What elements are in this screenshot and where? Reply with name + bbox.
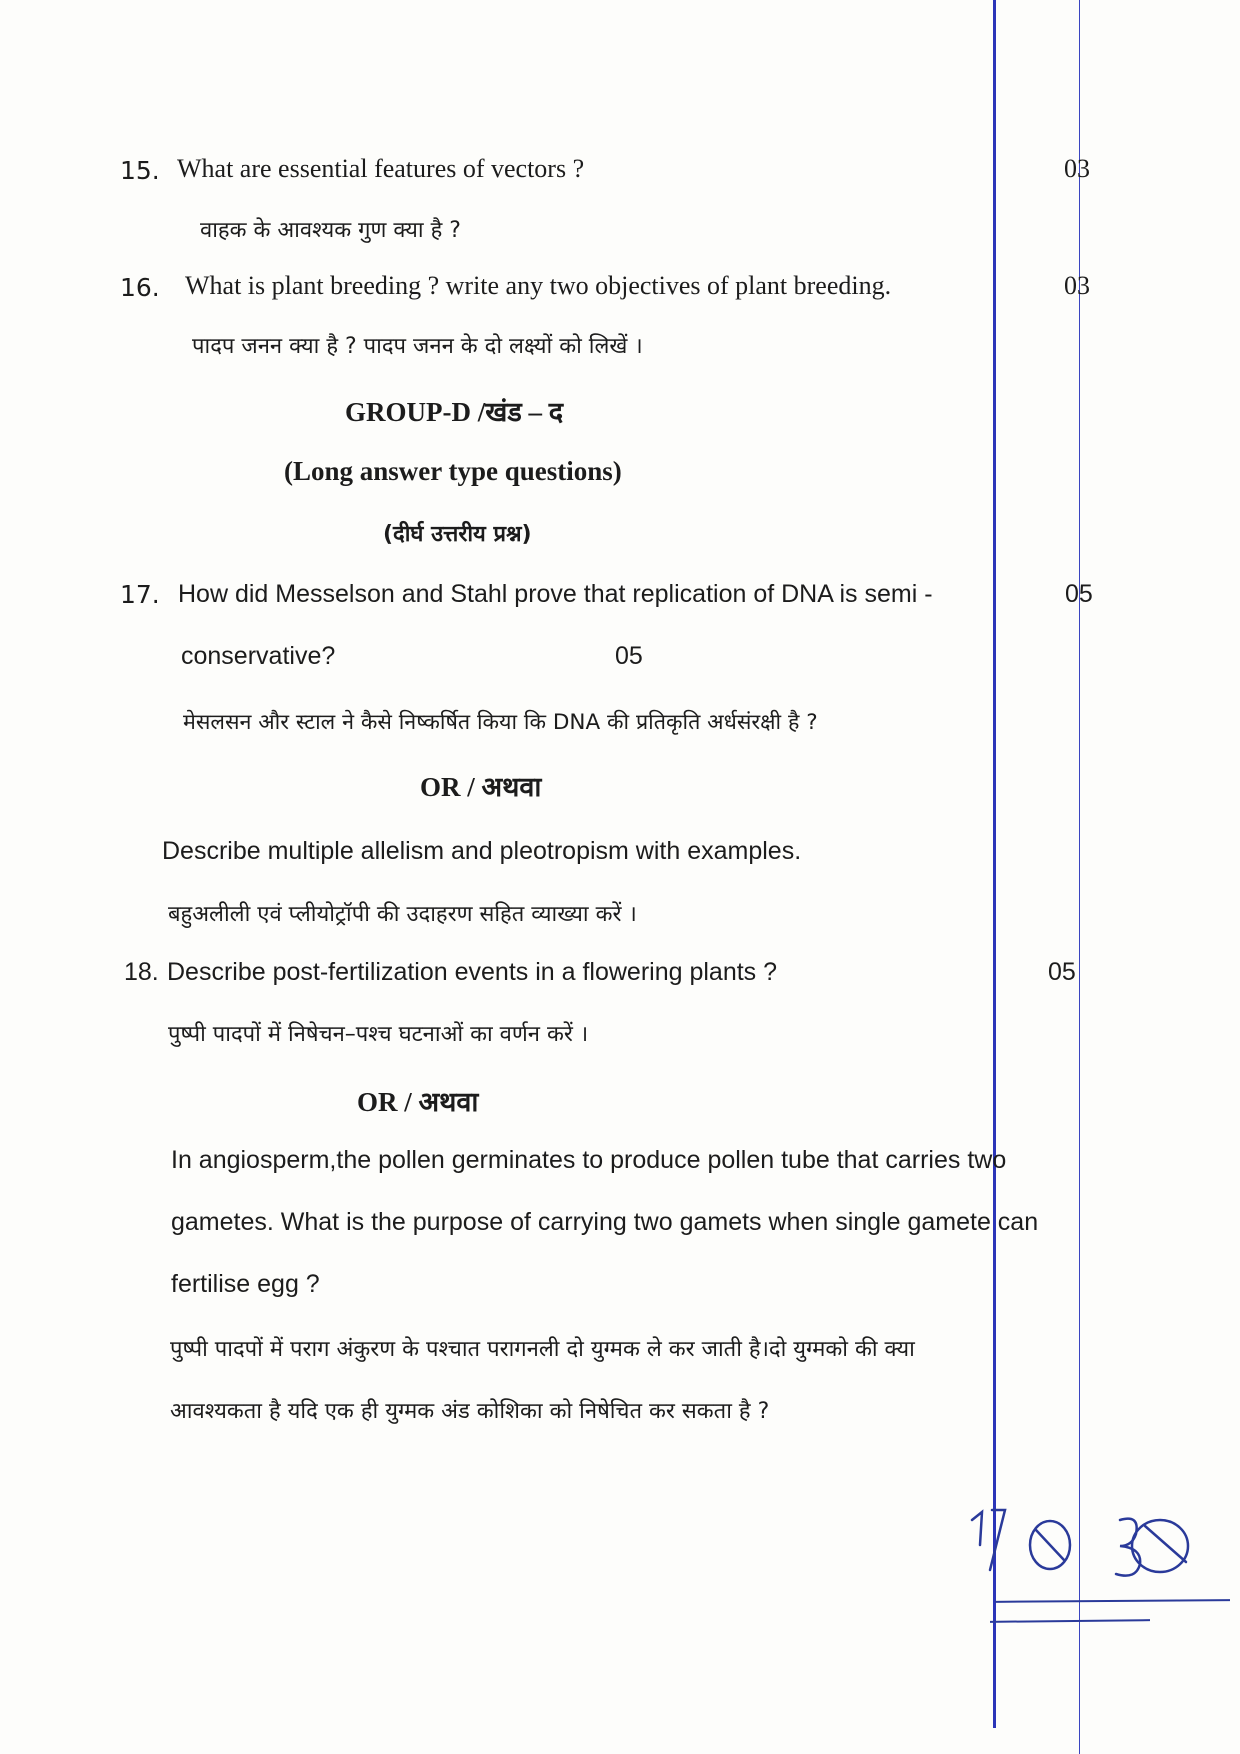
- inline-marks: 05: [615, 642, 643, 670]
- question-text-en: What is plant breeding ? write any two objectives of plant breeding.: [185, 271, 892, 300]
- alt-question-text-hi-line1: पुष्पी पादपों में पराग अंकुरण के पश्चात परागनली दो युग्मक ले कर जाती है।दो युग्मको की क्या: [170, 1337, 915, 1362]
- alt-question-text-hi: बहुअलीली एवं प्लीयोट्रॉपी की उदाहरण सहित व्याख्या करें ।: [168, 902, 637, 927]
- group-title: GROUP-D /खंड – द: [345, 397, 564, 427]
- question-text-en: What are essential features of vectors ?: [177, 154, 585, 183]
- question-number: 17.: [120, 580, 160, 609]
- handwritten-page-mark: [960, 1490, 1230, 1610]
- alt-question-text-en-line3: fertilise egg ?: [171, 1270, 320, 1298]
- group-subtitle-hindi: (दीर्घ उत्तरीय प्रश्न): [383, 522, 532, 547]
- margin-line-left: [993, 0, 996, 1728]
- question-text-hi: मेसलसन और स्टाल ने कैसे निष्कर्षित किया कि DNA की प्रतिकृति अर्धसंरक्षी है ?: [183, 710, 818, 735]
- question-text-hi: वाहक के आवश्यक गुण क्या है ?: [200, 218, 461, 243]
- alt-question-text-en-line2: gametes. What is the purpose of carrying two gamets when single gamete can: [171, 1208, 1039, 1236]
- question-number: 18.: [124, 958, 159, 986]
- question-number: 16.: [120, 273, 160, 302]
- question-marks: 05: [1065, 580, 1093, 608]
- or-label: OR / अथवा: [420, 772, 542, 802]
- alt-question-text-en: Describe multiple allelism and pleotropism with examples.: [162, 837, 802, 865]
- question-marks: 05: [1048, 958, 1076, 986]
- question-text-en-line2: conservative?: [181, 642, 336, 670]
- question-text-en: Describe post-fertilization events in a flowering plants ?: [167, 958, 778, 986]
- question-text-en-line1: How did Messelson and Stahl prove that replication of DNA is semi -: [178, 580, 933, 608]
- alt-question-text-en-line1: In angiosperm,the pollen germinates to produce pollen tube that carries two: [171, 1146, 1007, 1174]
- group-subtitle: (Long answer type questions): [284, 456, 622, 486]
- handwritten-underline: [990, 1619, 1150, 1623]
- question-marks: 03: [1064, 271, 1090, 300]
- question-text-hi: पादप जनन क्या है ? पादप जनन के दो लक्ष्यों को लिखें ।: [192, 334, 643, 359]
- question-marks: 03: [1064, 154, 1090, 183]
- question-number: 15.: [120, 156, 160, 185]
- question-text-hi: पुष्पी पादपों में निषेचन–पश्च घटनाओं का वर्णन करें ।: [168, 1022, 589, 1047]
- alt-question-text-hi-line2: आवश्यकता है यदि एक ही युग्मक अंड कोशिका को निषेचित कर सकता है ?: [170, 1399, 770, 1424]
- or-label: OR / अथवा: [357, 1087, 479, 1117]
